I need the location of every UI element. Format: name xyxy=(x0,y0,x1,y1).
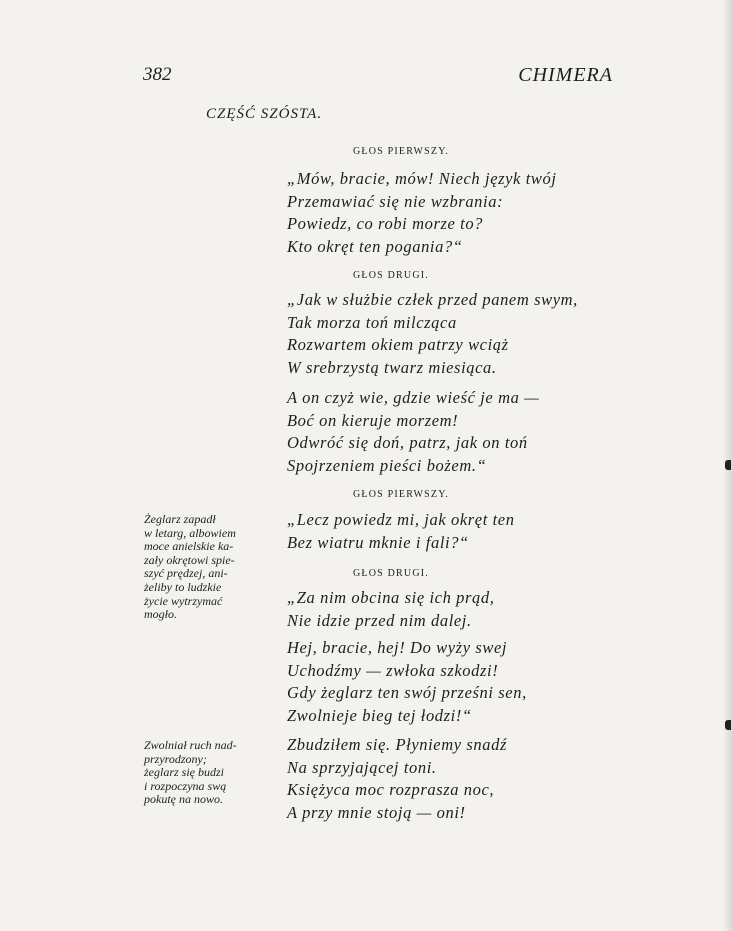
voice-heading: GŁOS DRUGI. xyxy=(353,568,429,579)
verse-line: Boć on kieruje morzem! xyxy=(287,410,459,430)
gloss-line: żeglarz się budzi xyxy=(144,765,225,780)
verse-line: Odwróć się doń, patrz, jak on toń xyxy=(287,433,528,452)
verse-line: Tak morza toń milcząca xyxy=(287,312,457,332)
verse-line: „Za nim obcina się ich prąd, xyxy=(287,588,495,607)
voice-heading: GŁOS PIERWSZY. xyxy=(353,146,450,157)
voice-heading: GŁOS DRUGI. xyxy=(353,270,429,281)
verse-line: Księżyca moc rozprasza noc, xyxy=(287,780,495,799)
verse-line: Spojrzeniem pieści bożem.“ xyxy=(287,455,487,475)
verse-line: A on czyż wie, gdzie wieść je ma — xyxy=(287,388,540,407)
verse-line: Powiedz, co robi morze to? xyxy=(287,214,484,233)
verse-line: A przy mnie stoją — oni! xyxy=(287,802,466,822)
verse-line: „Jak w służbie człek przed panem swym, xyxy=(287,290,578,309)
stanza xyxy=(287,168,557,258)
gloss-line: w letarg, albowiem xyxy=(144,525,236,540)
verse-line: Zbudziłem się. Płyniemy snadź xyxy=(287,735,507,754)
gloss-line: moce anielskie ka- xyxy=(144,539,234,554)
verse-line: Kto okręt ten pogania?“ xyxy=(287,236,463,256)
verse-line: Przemawiać się nie wzbrania: xyxy=(287,191,504,211)
edge-mark xyxy=(725,460,731,470)
marginal-gloss xyxy=(144,739,272,807)
stanza xyxy=(287,587,494,632)
running-title: CHIMERA xyxy=(518,64,613,86)
verse-line: Na sprzyjającej toni. xyxy=(287,757,437,777)
stanza xyxy=(287,289,578,379)
part-title: CZĘŚĆ SZÓSTA. xyxy=(206,106,323,122)
verse-line: „Mów, bracie, mów! Niech język twój xyxy=(287,169,557,188)
gloss-line: zały okrętowi spie- xyxy=(144,552,235,567)
verse-line: Nie idzie przed nim dalej. xyxy=(287,610,472,630)
gloss-line: Żeglarz zapadł xyxy=(144,512,216,526)
gloss-line: życie wytrzymać xyxy=(144,593,223,608)
gloss-line: szyć prędzej, ani- xyxy=(144,566,228,581)
gloss-line: i rozpoczyna swą xyxy=(144,778,227,793)
stanza xyxy=(287,734,507,824)
edge-mark xyxy=(725,720,731,730)
voice-heading: GŁOS PIERWSZY. xyxy=(353,489,450,500)
gloss-line: pokutę na nowo. xyxy=(144,792,223,807)
gloss-line: Zwolniał ruch nad- xyxy=(144,738,237,752)
verse-line: Bez wiatru mknie i fali?“ xyxy=(287,532,469,552)
verse-line: Rozwartem okiem patrzy wciąż xyxy=(287,335,509,354)
verse-line: Hej, bracie, hej! Do wyży swej xyxy=(287,638,508,657)
verse-line: W srebrzystą twarz miesiąca. xyxy=(287,357,497,377)
stanza xyxy=(287,509,515,554)
verse-line: Uchodźmy — zwłoka szkodzi! xyxy=(287,660,499,680)
gloss-line: mogło. xyxy=(144,607,177,622)
marginal-gloss xyxy=(144,513,272,622)
verse-line: „Lecz powiedz mi, jak okręt ten xyxy=(287,510,515,529)
gloss-line: żeliby to ludzkie xyxy=(144,579,222,594)
verse-line: Zwolnieje bieg tej łodzi!“ xyxy=(287,705,472,725)
page-number: 382 xyxy=(143,64,172,85)
verse-line: Gdy żeglarz ten swój prześni sen, xyxy=(287,683,527,702)
gloss-line: przyrodzony; xyxy=(144,751,207,766)
stanza xyxy=(287,637,527,727)
stanza xyxy=(287,387,539,477)
